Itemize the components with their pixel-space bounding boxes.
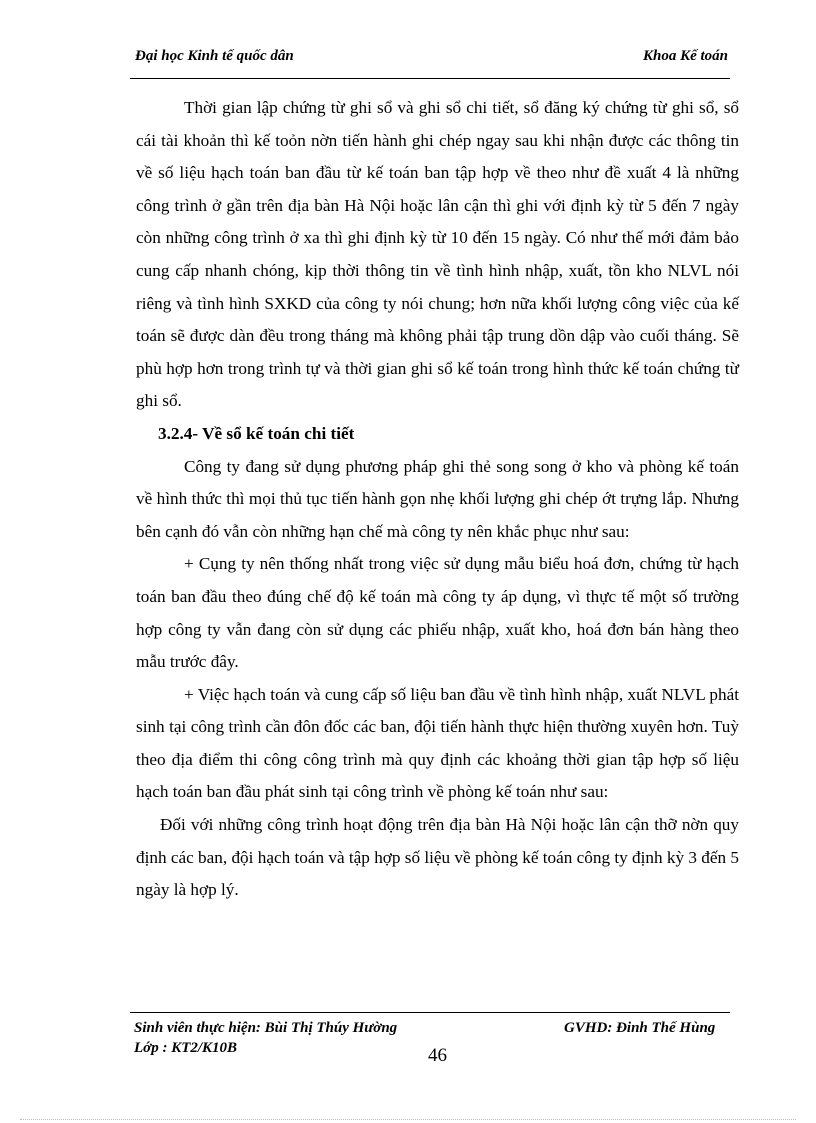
document-body xyxy=(136,92,739,907)
paragraph-reporting: + Việc hạch toán và cung cấp số liệu ban đầu về tình hình nhập, xuất NLVL phát sinh tại công trình cần đôn đốc các ban, đội tiến hành thực hiện thường xuyên hơn. Tuỳ theo địa điểm thi công công trình mà quy định các khoảng thời gian tập hợp số liệu hạch toán ban đầu phát sinh tại công trình về phòng kế toán như sau: xyxy=(136,684,739,802)
footer-advisor: GVHD: Đinh Thế Hùng xyxy=(564,1020,716,1036)
paragraph-hanoi-period: Đối với những công trình hoạt động trên địa bàn Hà Nội hoặc lân cận thỡ nờn quy định các ban, đội hạch toán và tập hợp số liệu về phòng kế toán công ty định kỳ 3 đến 5 ngày là hợp lý. xyxy=(136,815,739,900)
paragraph-method: Công ty đang sử dụng phương pháp ghi thẻ song song ở kho và phòng kế toán về hình thức thì mọi thủ tục tiến hành gọn nhẹ khối lượng ghi chép ớt trựng lắp. Nhưng bên cạnh đó vẫn còn những hạn chế mà công ty nên khắc phục như sau: xyxy=(136,456,739,541)
footer-student: Sinh viên thực hiện: Bùi Thị Thúy Hường xyxy=(134,1020,398,1036)
header-divider xyxy=(130,78,730,79)
footer-class: Lớp : KT2/K10B xyxy=(134,1040,238,1056)
footer-divider xyxy=(130,1012,730,1013)
page-header xyxy=(135,48,728,70)
header-university: Đại học Kinh tế quốc dân xyxy=(135,48,294,64)
page-bottom-border xyxy=(20,1119,796,1120)
page-number: 46 xyxy=(428,1045,447,1066)
header-faculty: Khoa Kế toán xyxy=(642,48,728,64)
paragraph-invoice-forms: + Cụng ty nên thống nhất trong việc sử dụng mẫu biểu hoá đơn, chứng từ hạch toán ban đầu theo đúng chế độ kế toán mà công ty áp dụng, vì thực tế một số trường hợp công ty vẫn đang còn sử dụng các phiếu nhập, xuất kho, hoá đơn bán hàng theo mẫu trước đây. xyxy=(136,554,739,672)
section-heading: 3.2.4- Về sổ kế toán chi tiết xyxy=(158,423,355,443)
paragraph-timing: Thời gian lập chứng từ ghi sổ và ghi sổ chi tiết, sổ đăng ký chứng từ ghi sổ, sổ cái tài khoản thì kế toỏn nờn tiến hành ghi chép ngay sau khi nhận được các thông tin về số liệu hạch toán ban đầu từ kế toán ban tập hợp về theo như đề xuất 4 là những công trình ở gần trên địa bàn Hà Nội hoặc lân cận thì ghi với định kỳ từ 5 đến 7 ngày còn những công trình ở xa thì ghi định kỳ từ 10 đến 15 ngày. Có như thế mới đảm bảo cung cấp nhanh chóng, kịp thời thông tin về tình hình nhập, xuất, tồn kho NLVL nói riêng và tình hình SXKD của công ty nói chung; hơn nữa khối lượng công việc của kế toán sẽ được dàn đều trong tháng mà không phải tập trung dồn dập vào cuối tháng. Sẽ phù hợp hơn trong trình tự và thời gian ghi sổ kế toán trong hình thức kế toán chứng từ ghi sổ. xyxy=(136,98,739,411)
